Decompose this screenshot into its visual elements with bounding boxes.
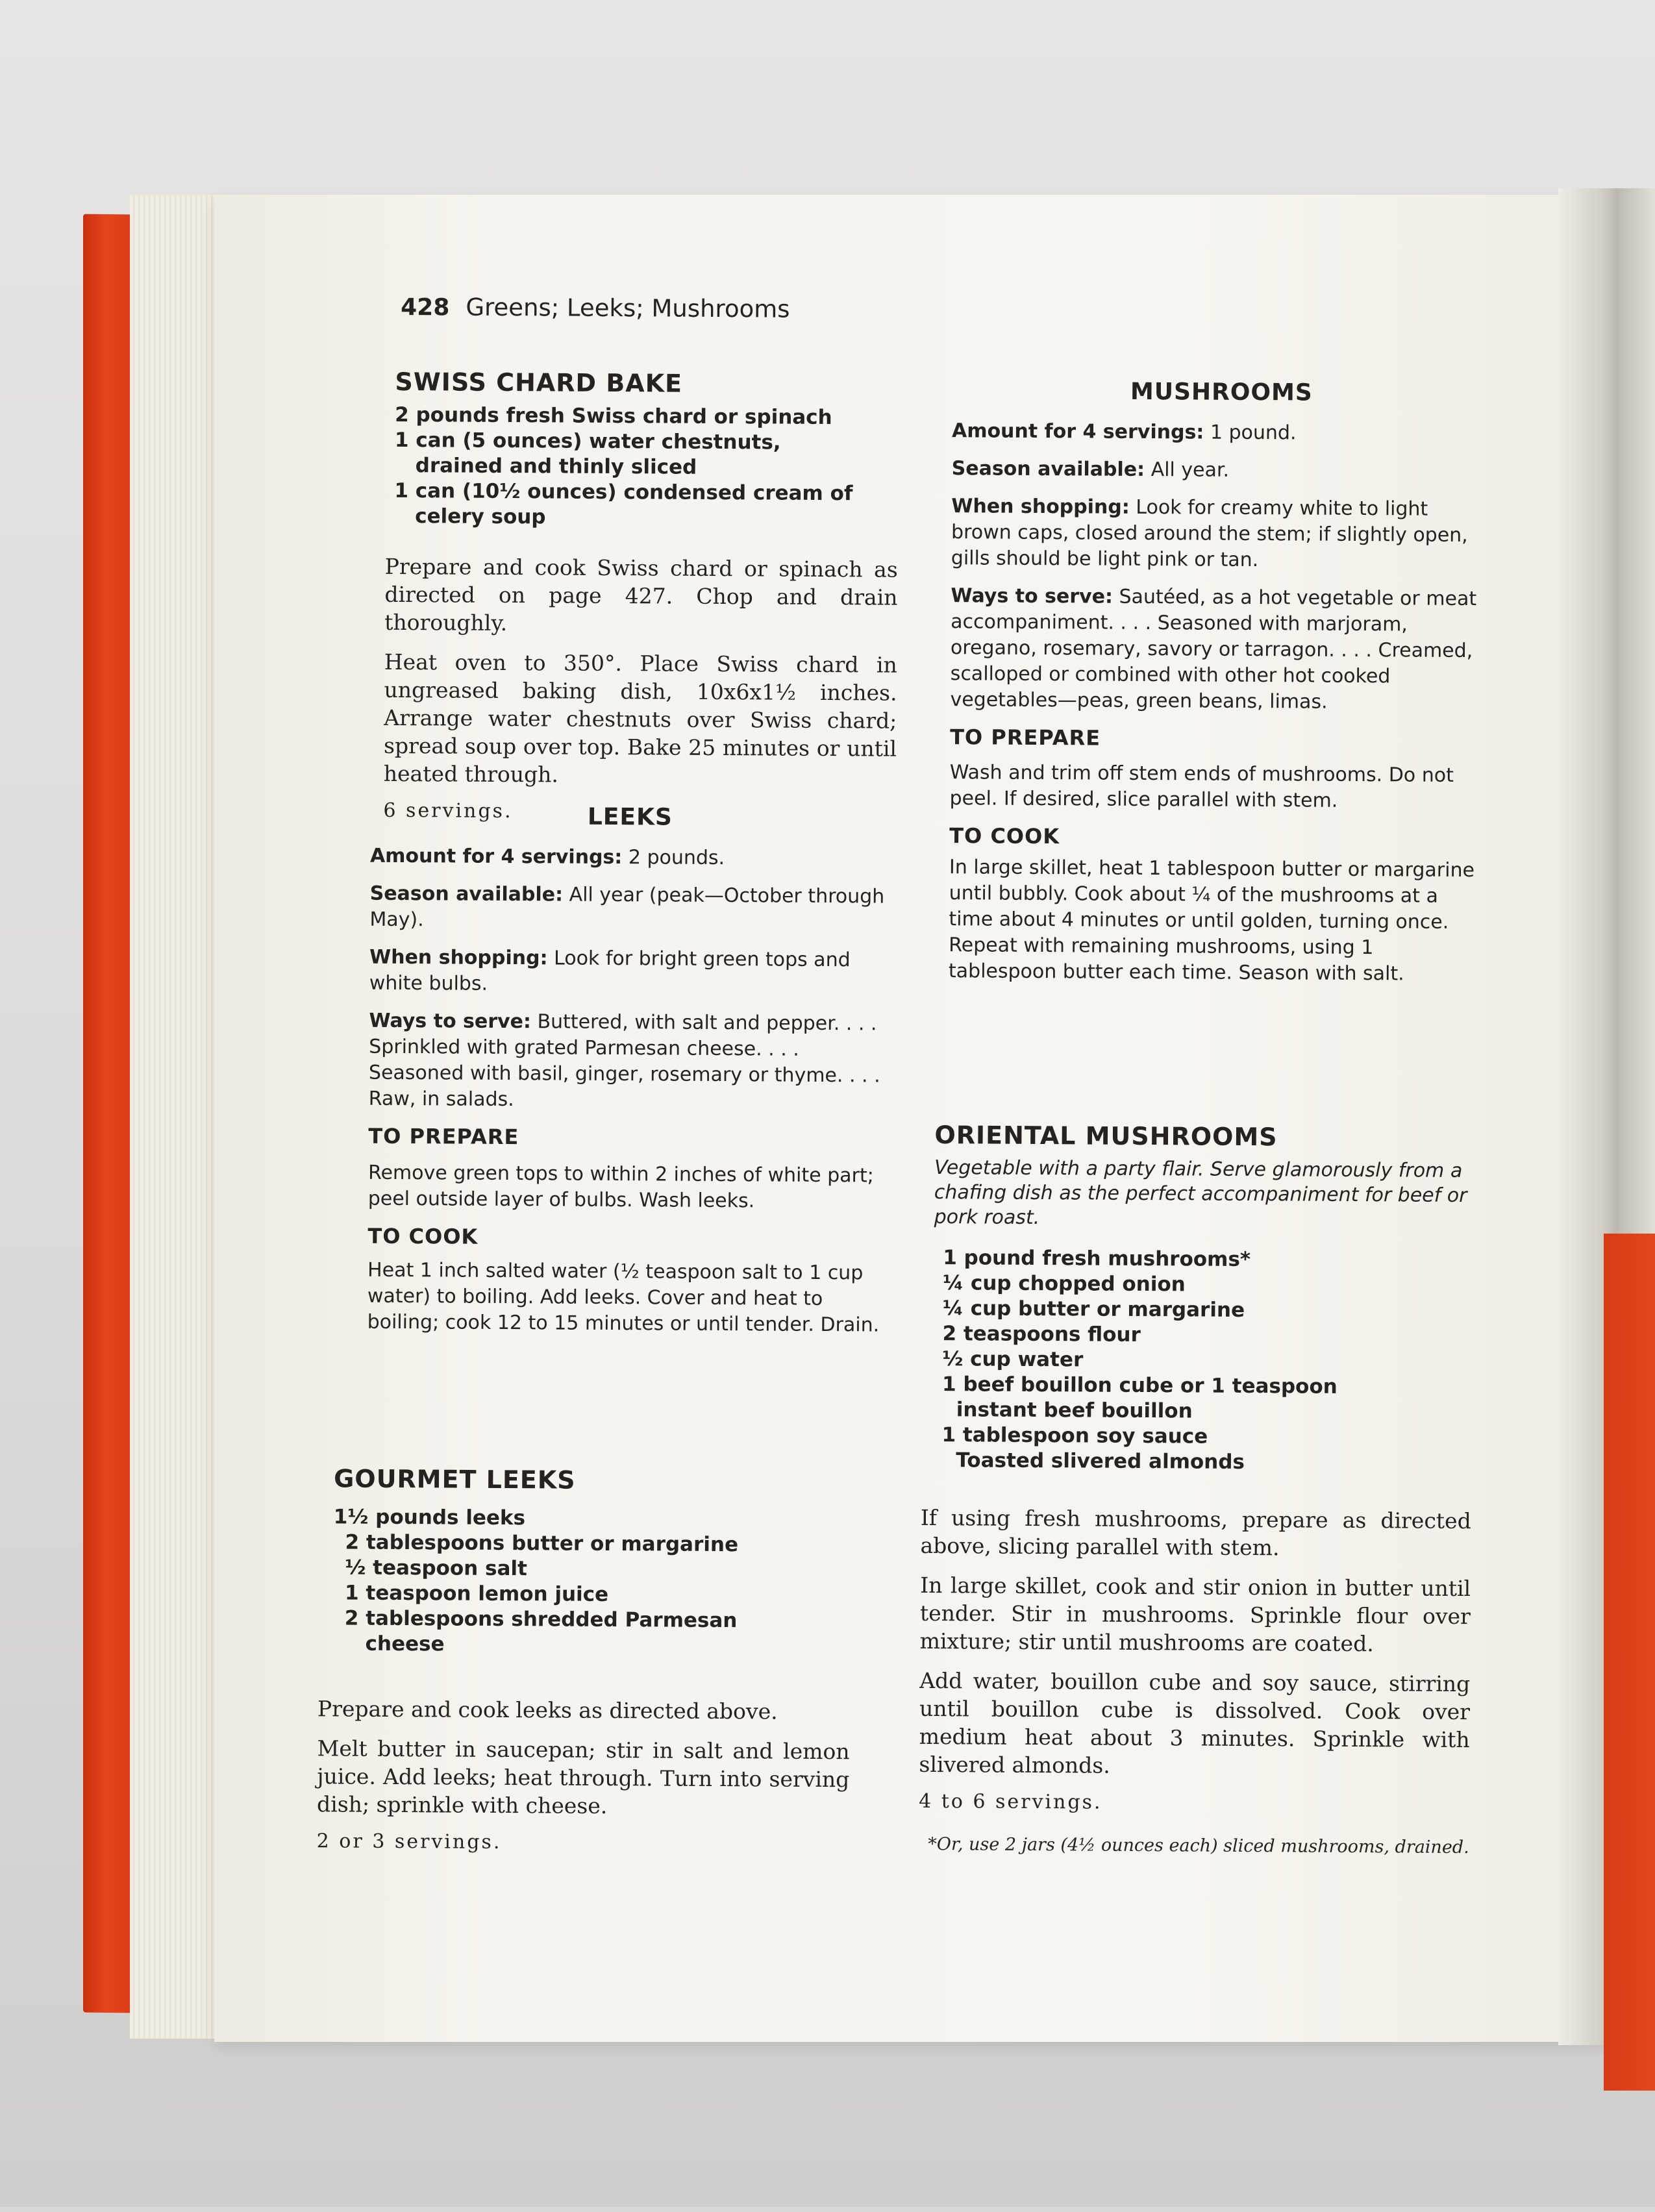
fact-value: Sautéed, as a hot vegetable or meat accompaniment. . . . Seasoned with marjoram, oregano, rosemary, savory or tarragon. . . . Creamed, scalloped or combined with other hot cooked vegetables—peas, green beans, limas. — [950, 585, 1477, 714]
mushrooms-prepare-title: TO PREPARE — [950, 725, 1101, 751]
swiss-chard-yield: 6 servings. — [383, 799, 513, 823]
oriental-mushrooms-ingredients — [932, 1245, 1486, 1476]
direction-step: Heat oven to 350°. Place Swiss chard in ungreased baking dish, 10x6x1½ inches. Arrange water chestnuts over Swiss chard; spread soup over top. Bake 25 minutes or until heated through. — [383, 649, 897, 788]
leeks-prepare-text: Remove green tops to within 2 inches of white part; peel outside layer of bulbs. Wash leeks. — [367, 1161, 874, 1213]
mushrooms-title: MUSHROOMS — [1130, 378, 1313, 406]
swiss-chard-bake-recipe — [394, 367, 899, 532]
oriental-mushrooms-footnote: *Or, use 2 jars (4½ ounces each) sliced mushrooms, drained. — [928, 1833, 1469, 1858]
ingredient: drained and thinly sliced — [415, 454, 697, 479]
fact-label: Ways to serve: — [951, 584, 1114, 608]
fact-label: When shopping: — [369, 945, 548, 970]
ingredient: 1 teaspoon lemon juice — [344, 1581, 609, 1606]
gourmet-leeks-directions — [317, 1695, 850, 1856]
direction-step: Prepare and cook leeks as directed above. — [317, 1696, 778, 1724]
fact-label: Amount for 4 servings: — [369, 844, 623, 869]
fact-value: 1 pound. — [1210, 421, 1297, 445]
ingredient: cheese — [365, 1632, 445, 1656]
leeks-section — [367, 802, 890, 1350]
fact-value: Buttered, with salt and pepper. . . . Sprinkled with grated Parmesan cheese. . . . Seasoned with basil, ginger, rosemary or thyme. . . . Raw, in salads. — [368, 1010, 880, 1112]
direction-step: Prepare and cook Swiss chard or spinach as directed on page 427. Chop and drain thoroughly. — [384, 553, 898, 636]
ingredient: 2 teaspoons flour — [942, 1322, 1141, 1347]
oriental-mushrooms-title: ORIENTAL MUSHROOMS — [934, 1121, 1278, 1152]
oriental-mushrooms-recipe — [932, 1121, 1486, 1476]
ingredient: 1 tablespoon soy sauce — [941, 1423, 1208, 1448]
ingredient: 1½ pounds leeks — [333, 1505, 526, 1530]
ingredient: ¼ cup butter or margarine — [942, 1297, 1245, 1322]
oriental-mushrooms-intro: Vegetable with a party flair. Serve glamorously from a chafing dish as the perfect accompaniment for beef or pork roast. — [934, 1156, 1467, 1230]
swiss-chard-bake-title: SWISS CHARD BAKE — [395, 367, 683, 398]
ingredient: Toasted slivered almonds — [956, 1448, 1245, 1474]
page-number: 428 — [401, 293, 450, 321]
ingredient: instant beef bouillon — [956, 1398, 1193, 1423]
page-title: Greens; Leeks; Mushrooms — [466, 293, 790, 323]
page-header — [401, 293, 790, 323]
ingredient: celery soup — [415, 504, 546, 529]
mushrooms-cook-text: In large skillet, heat 1 tablespoon butter or margarine until bubbly. Cook about ¼ of the mushrooms at a time about 4 minutes or until golden, turning once. Repeat with remaining mushrooms, using 1 tablespoon butter each time. Season with salt. — [948, 856, 1475, 986]
fact-label: Season available: — [951, 457, 1145, 481]
ingredient: 1 pound fresh mushrooms* — [943, 1246, 1251, 1272]
oriental-mushrooms-directions — [919, 1504, 1471, 1860]
ingredient: ¼ cup chopped onion — [942, 1271, 1186, 1297]
fact-value: All year (peak—October through May). — [369, 883, 885, 932]
fact-label: Amount for 4 servings: — [951, 419, 1204, 444]
fact-value: Look for bright green tops and white bulbs. — [369, 947, 851, 995]
fact-value: 2 pounds. — [628, 846, 725, 870]
fact-label: Ways to serve: — [369, 1009, 532, 1034]
fact-value: All year. — [1151, 458, 1230, 482]
gourmet-leeks-ingredients — [332, 1504, 865, 1659]
ingredient: 1 can (10½ ounces) condensed cream of — [394, 478, 853, 506]
oriental-mushrooms-yield: 4 to 6 servings. — [919, 1789, 1102, 1814]
ingredient: ½ teaspoon salt — [345, 1556, 527, 1581]
ingredient: 2 pounds fresh Swiss chard or spinach — [395, 403, 832, 430]
fact-value: Look for creamy white to light brown caps, closed around the stem; if slightly open, gills should be light pink or tan. — [951, 495, 1468, 572]
gourmet-leeks-yield: 2 or 3 servings. — [316, 1830, 502, 1854]
ingredient: 1 beef bouillon cube or 1 teaspoon — [941, 1373, 1338, 1398]
ingredient: 2 tablespoons butter or margarine — [345, 1530, 739, 1557]
leeks-cook-title: TO COOK — [367, 1223, 479, 1249]
ingredient: ½ cup water — [942, 1347, 1084, 1372]
swiss-chard-directions — [383, 553, 898, 825]
gourmet-leeks-recipe — [332, 1464, 866, 1659]
direction-step: If using fresh mushrooms, prepare as directed above, slicing parallel with stem. — [920, 1504, 1471, 1561]
mushrooms-facts — [950, 418, 1491, 716]
leeks-title: LEEKS — [587, 803, 673, 831]
fact-label: Season available: — [369, 882, 564, 906]
leeks-prepare-title: TO PREPARE — [368, 1123, 519, 1150]
direction-step: In large skillet, cook and stir onion in butter until tender. Stir in mushrooms. Sprinkle flour over mixture; stir until mushrooms are coated. — [919, 1572, 1471, 1657]
direction-step: Add water, bouillon cube and soy sauce, stirring until bouillon cube is dissolved. Cook over medium heat about 3 minutes. Sprinkle with slivered almonds. — [919, 1667, 1471, 1778]
direction-step: Melt butter in saucepan; stir in salt and lemon juice. Add leeks; heat through. Turn into serving dish; sprinkle with cheese. — [316, 1735, 850, 1819]
ingredient: 2 tablespoons shredded Parmesan — [344, 1606, 738, 1633]
mushrooms-section — [949, 377, 1491, 999]
gourmet-leeks-title: GOURMET LEEKS — [334, 1464, 576, 1495]
fact-label: When shopping: — [951, 495, 1130, 519]
ingredient: 1 can (5 ounces) water chestnuts, — [394, 428, 781, 454]
leeks-facts — [369, 843, 890, 1115]
swiss-chard-ingredients — [394, 403, 898, 532]
leeks-cook-text: Heat 1 inch salted water (½ teaspoon salt to 1 cup water) to boiling. Add leeks. Cover and heat to boiling; cook 12 to 15 minutes or until tender. Drain. — [367, 1258, 880, 1337]
mushrooms-prepare-text: Wash and trim off stem ends of mushrooms. Do not peel. If desired, slice parallel with stem. — [949, 761, 1454, 812]
mushrooms-cook-title: TO COOK — [949, 823, 1060, 849]
